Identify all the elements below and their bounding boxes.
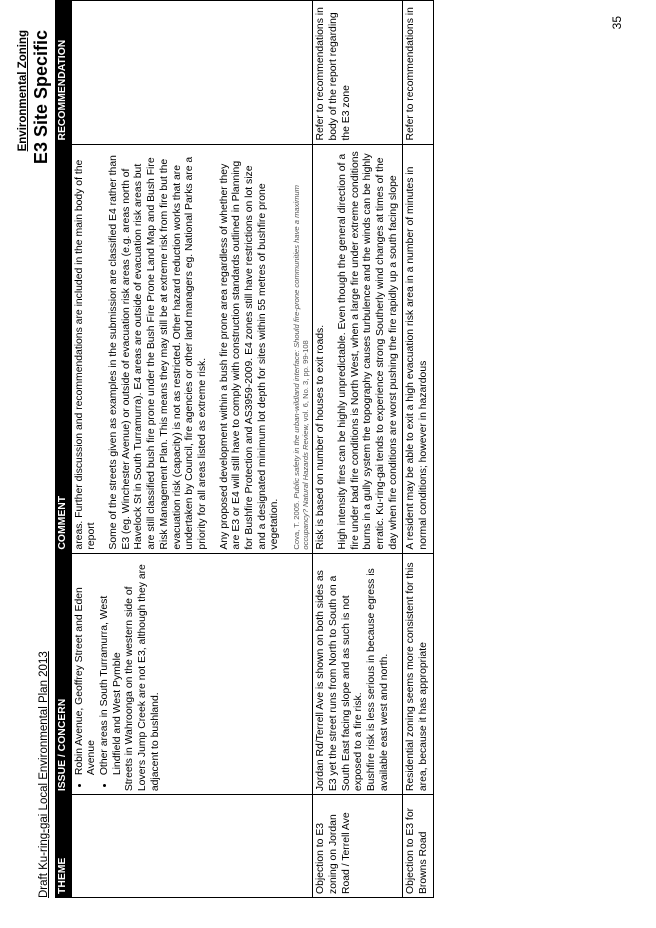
- issue-cell: Residential zoning seems more consistent for this area, because it has appropriate: [403, 553, 433, 795]
- citation-source: vol. 6, No. 3, pp. 99-108: [301, 340, 311, 424]
- comment-cell: [313, 144, 403, 553]
- comment-paragraph: Some of the streets given as examples in the submission are classified E4 rather than E3 (eg. Winchester Avenue) or outside of evacuation risk areas (e.g. areas north of Havelock St in South Turramurra). E4 areas are outside of evacuation risk areas but are still classified bush fire prone under the Bush Fire Prone Land Map and Bush Fire Risk Management Plan. This means they may still be at extreme risk from fire but the evacuation risk (capacity) is not as restricted. Other hazard reduction works that are undertaken by Council, fire agencies or other land managers eg. National Parks are a priority for all areas listed as extreme risk.: [108, 155, 208, 550]
- list-item: • Other areas in South Turramurra, West Lindfield and West Pymble: [99, 557, 124, 776]
- issue-text: Jordan Rd/Terrell Ave is shown on both sides as E3 yet the street runs from North to South on a South East facing slope and as such is not exposed to a fire risk.: [315, 570, 365, 792]
- issue-bullet-list: [74, 557, 125, 792]
- comment-cell: A resident may be able to exit a high evacuation risk area in a number of minutes in normal conditions; however in hazardous: [403, 144, 433, 553]
- table-row: [403, 1, 433, 898]
- column-header-comment: COMMENT: [56, 144, 72, 553]
- column-header-theme: THEME: [56, 795, 72, 898]
- citation-author: Cova, T. 2005.: [292, 498, 301, 550]
- column-header-recommendation: RECOMMENDATION: [56, 1, 72, 145]
- issue-text: Bushfire risk is less serious in because egress is available east west and north.: [365, 568, 390, 792]
- theme-cell: Objection to E3 zoning on Jordan Road / Terrell Ave: [313, 795, 403, 898]
- issue-cell: [71, 553, 313, 795]
- comment-cell: [71, 144, 313, 553]
- citation-title: Public safety in the urban-wildland interface: Should fire-prone communities have a maximum occupancy? Natural Hazards Review,: [292, 185, 311, 550]
- table-row: [71, 1, 313, 898]
- theme-cell: [71, 795, 313, 898]
- submissions-table: [55, 0, 434, 898]
- issue-cell: [313, 553, 403, 795]
- citation: [292, 148, 310, 550]
- comment-paragraph: areas. Further discussion and recommendations are included in the main body of the report: [73, 159, 98, 550]
- table-header-row: [56, 1, 72, 898]
- comment-paragraph: Risk is based on number of houses to exit roads.: [315, 324, 327, 550]
- page-number: 35: [610, 16, 624, 30]
- section-label: Environmental Zoning: [17, 30, 29, 152]
- document-title: Draft Ku-ring-gai Local Environmental Plan 2013: [38, 651, 50, 898]
- issue-text: Streets in Wahroonga on the western side of Lovers Jump Creek are not E3, although they are adjacent to bushland.: [124, 564, 161, 792]
- comment-paragraph: High intensity fires can be highly unpredictable. Even though the general direction of a fire under bad fire conditions is North West, when a large fire under extreme conditions burns in a gully system the topography causes turbulence and the winds can be highly erratic. Ku-ring-gai tends to experience strong Southerly wind changes at times of the day when fire conditions are worst pushing the fire rapidly up a south facing slope: [336, 151, 399, 550]
- theme-cell: Objection to E3 for Browns Road: [403, 795, 433, 898]
- comment-paragraph: Any proposed development within a bush fire prone area regardless of whether they are E3 or E4 will still have to comply with construction standards outlined in Planning for Bushfire Protection and AS3959-2009. E4 zones still have restrictions on lot size and a designated minimum lot depth for sites within 55 metres of bushfire prone vegetation.: [218, 160, 281, 550]
- recommendation-cell: [71, 1, 313, 145]
- section-title: E3 Site Specific: [31, 30, 51, 165]
- recommendation-cell: Refer to recommendations in body of the report regarding the E3 zone: [313, 1, 403, 145]
- recommendation-cell: Refer to recommendations in: [403, 1, 433, 145]
- column-header-issue: ISSUE / CONCERN: [56, 553, 72, 795]
- list-item: • Robin Avenue, Geoffrey Street and Eden Avenue: [74, 557, 99, 776]
- table-row: [313, 1, 403, 898]
